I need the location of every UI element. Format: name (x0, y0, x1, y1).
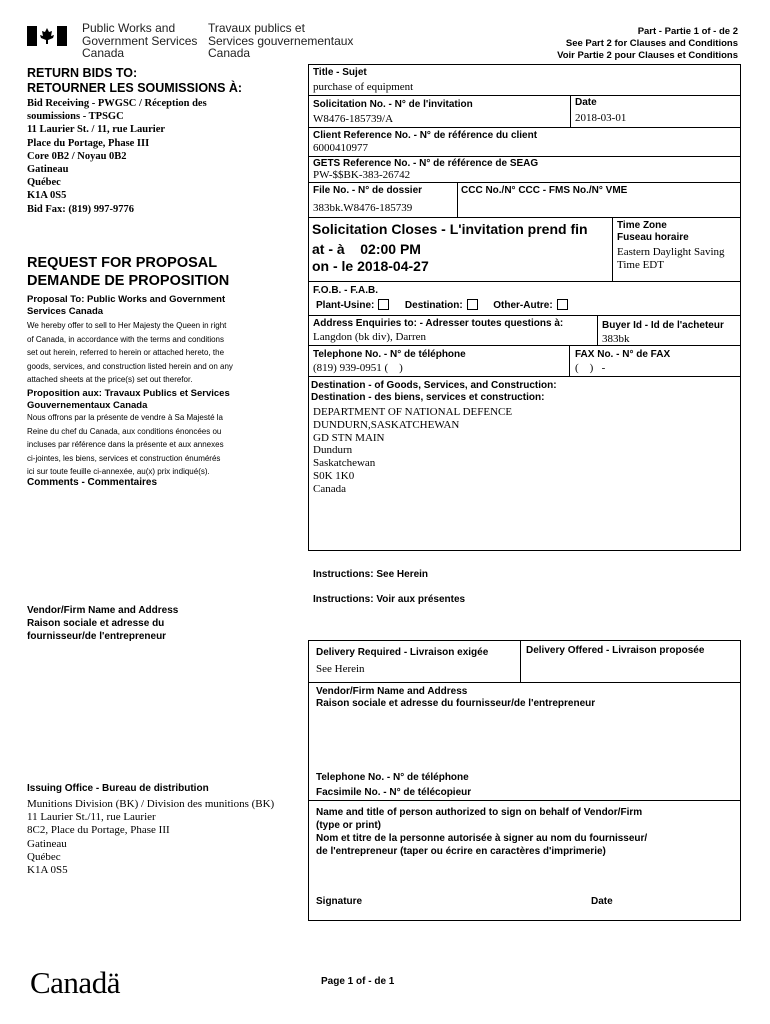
proposal-to-fr: Proposition aux: Travaux Publics et Services Gouvernementaux Canada (27, 388, 230, 411)
delivery-required-value: See Herein (316, 663, 365, 675)
date-label: Date (575, 97, 597, 108)
time-zone-label: Time Zone Fuseau horaire (617, 220, 689, 243)
enquiries-label: Address Enquiries to: - Adresser toutes questions à: (313, 318, 564, 329)
enquiries-value: Langdon (bk div), Darren (313, 331, 427, 343)
destination-address: DEPARTMENT OF NATIONAL DEFENCE DUNDURN,SASKATCHEWAN GD STN MAIN Dundurn Saskatchewan S0K 1K0 Canada (313, 406, 513, 495)
comments-label: Comments - Commentaires (27, 477, 158, 488)
instructions-fr: Instructions: Voir aux présentes (313, 594, 466, 605)
closing-date-row (312, 258, 429, 275)
gets-reference-value: PW-$$BK-383-26742 (313, 169, 411, 181)
on-label: on - le (312, 258, 354, 274)
authorized-person-field[interactable] (316, 862, 734, 892)
date-value: 2018-03-01 (575, 112, 627, 124)
other-label: Other-Autre: (493, 300, 553, 311)
department-name-fr: Travaux publics et Services gouvernementaux Canada (208, 21, 354, 60)
client-reference-value: 6000410977 (313, 142, 368, 154)
canada-flag-icon (27, 26, 67, 46)
title-label: Title - Sujet (313, 67, 367, 78)
return-bids-address: Bid Receiving - PWGSC / Réception des soumissions - TPSGC 11 Laurier St. / 11, rue Laurier Place du Portage, Phase III Core 0B2 / Noyau 0B2 Gatineau Québec K1A 0S5 Bid Fax: (819) 997-9776 (27, 98, 207, 215)
telephone-label: Telephone No. - N° de téléphone (313, 349, 466, 360)
rfp-title: REQUEST FOR PROPOSAL DEMANDE DE PROPOSITION (27, 255, 230, 289)
delivery-offered-label[interactable]: Delivery Offered - Livraison proposée (526, 645, 705, 656)
vendor-fax-label: Facsimile No. - N° de télécopieur (316, 787, 472, 798)
closing-date-value: 2018-04-27 (357, 258, 429, 274)
delivery-required-label: Delivery Required - Livraison exigée (316, 647, 489, 658)
department-name-en: Public Works and Government Services Canada (82, 21, 198, 60)
proposal-to-en: Proposal To: Public Works and Government Services Canada (27, 294, 226, 317)
part-indicator: Part - Partie 1 of - de 2 See Part 2 for Clauses and Conditions Voir Partie 2 pour Clauses et Conditions (557, 26, 738, 61)
fob-label: F.O.B. - F.A.B. (313, 285, 378, 296)
offer-text-en: We hereby offer to sell to Her Majesty the Queen in right of Canada, in accordance with the terms and conditions set out herein, referred to herein or attached hereto, the goods, services, and construction listed herein and on any attached sheets at the price(s) set out therefor. (27, 321, 233, 384)
closing-time-row (312, 241, 421, 258)
solicitation-no-label: Solicitation No. - N° de l'invitation (313, 99, 473, 110)
authorized-person-label: Name and title of person authorized to sign on behalf of Vendor/Firm (type or print) Nom et titre de la personne autorisée à signer au nom du fournisseur/ de l'entrepreneur (taper ou écrire en caractères d'imprimerie) (316, 807, 648, 857)
instructions-en: Instructions: See Herein (313, 569, 429, 580)
fob-options (316, 299, 568, 312)
issuing-office-label: Issuing Office - Bureau de distribution (27, 783, 209, 794)
solicitation-closes-title: Solicitation Closes - L'invitation prend fin (312, 221, 588, 237)
time-zone-value: Eastern Daylight Saving Time EDT (617, 246, 725, 271)
signature-label: Signature (316, 896, 363, 907)
fax-label: FAX No. - N° de FAX (575, 349, 671, 360)
client-reference-label: Client Reference No. - N° de référence du client (313, 130, 538, 141)
ccc-no-label: CCC No./N° CCC - FMS No./N° VME (461, 185, 628, 196)
vendor-address-field[interactable] (316, 714, 734, 766)
other-checkbox[interactable] (557, 299, 568, 310)
vendor-address-label: Vendor/Firm Name and Address Raison sociale et adresse du fournisseur/de l'entrepreneur (316, 686, 596, 709)
title-value: purchase of equipment (313, 81, 414, 93)
canada-wordmark: Canadä (30, 965, 120, 1000)
vendor-address-label-left: Vendor/Firm Name and Address Raison sociale et adresse du fournisseur/de l'entrepreneur (27, 605, 179, 642)
page-number: Page 1 of - de 1 (321, 976, 395, 987)
vendor-telephone-label: Telephone No. - N° de téléphone (316, 772, 469, 783)
destination-checkbox[interactable] (467, 299, 478, 310)
solicitation-no-value: W8476-185739/A (313, 113, 394, 125)
issuing-office-address: Munitions Division (BK) / Division des munitions (BK) 11 Laurier St./11, rue Laurier 8C2, Place du Portage, Phase III Gatineau Québec K1A 0S5 (27, 798, 275, 877)
file-no-label: File No. - N° de dossier (313, 185, 423, 196)
fax-value: ( ) - (575, 362, 606, 374)
telephone-value: (819) 939-0951 ( ) (313, 362, 403, 374)
at-label: at - à (312, 241, 345, 257)
file-no-value: 383bk.W8476-185739 (313, 202, 413, 214)
plant-label: Plant-Usine: (316, 300, 375, 311)
buyer-id-value: 383bk (602, 333, 630, 345)
return-bids-title: RETURN BIDS TO: RETOURNER LES SOUMISSIONS À: (27, 66, 243, 95)
destination-label: Destination - of Goods, Services, and Construction: Destination - des biens, services et construction: (311, 380, 557, 403)
buyer-id-label: Buyer Id - Id de l'acheteur (602, 320, 724, 331)
closing-time-value: 02:00 PM (360, 241, 421, 257)
gets-reference-label: GETS Reference No. - N° de référence de SEAG (313, 158, 539, 169)
plant-checkbox[interactable] (378, 299, 389, 310)
destination-fob-label: Destination: (404, 300, 463, 311)
signature-date-label: Date (591, 896, 613, 907)
offer-text-fr: Nous offrons par la présente de vendre à Sa Majesté la Reine du chef du Canada, aux conditions énoncées ou incluses par référence dans la présente et aux annexes ci-jointes, les biens, services et construction énumérés ici sur toute feuille ci-annexée, au(x) prix indiqué(s). (27, 413, 224, 476)
